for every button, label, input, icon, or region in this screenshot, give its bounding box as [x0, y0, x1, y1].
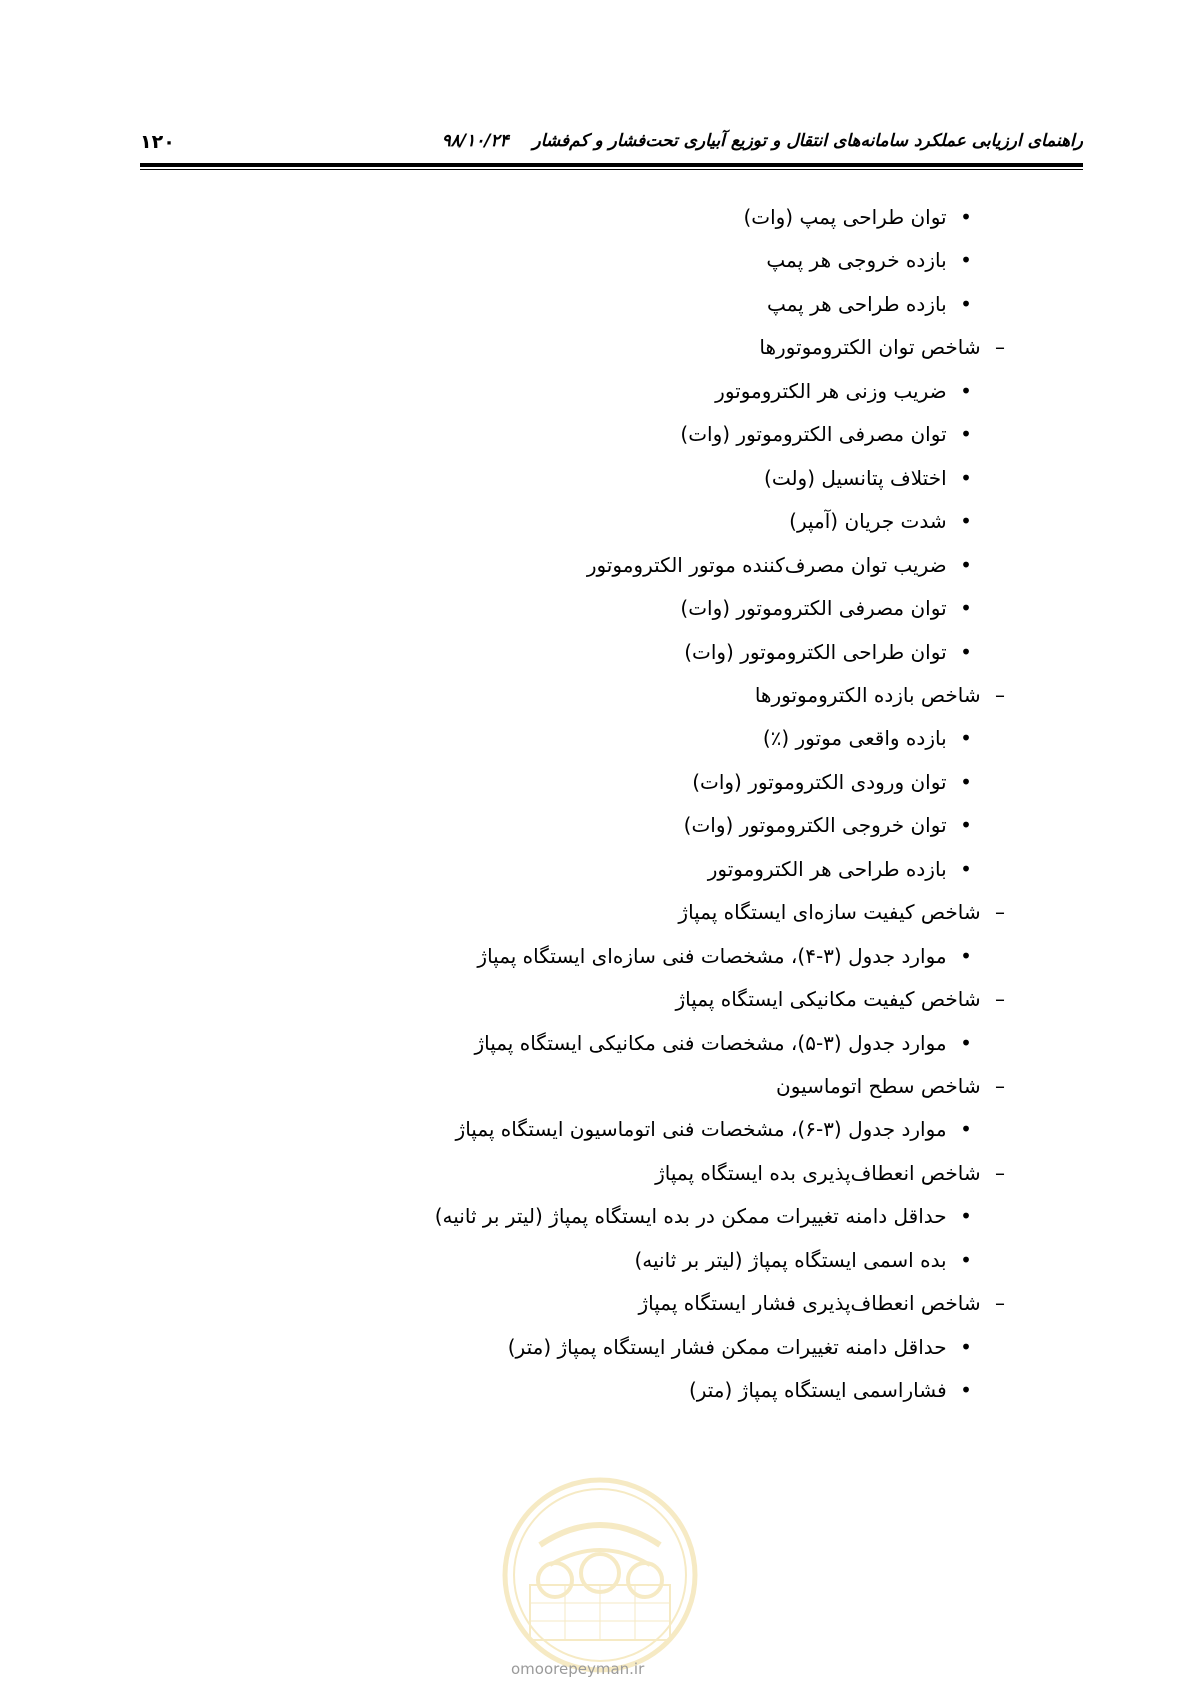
list-item-text: توان خروجی الکتروموتور (وات) [683, 813, 947, 837]
dash-marker: – [995, 1291, 1005, 1315]
bullet-marker: • [960, 422, 972, 446]
dash-list-item [638, 1289, 1013, 1317]
bullet-marker: • [960, 813, 972, 837]
list-item-text: موارد جدول (۳-۶)، مشخصات فنی اتوماسیون ایستگاه پمپاژ [455, 1117, 947, 1141]
list-item-text: موارد جدول (۳-۴)، مشخصات فنی سازه‌ای ایستگاه پمپاژ [477, 944, 947, 968]
list-item-text: شاخص سطح اتوماسیون [776, 1074, 981, 1098]
bullet-marker: • [960, 466, 972, 490]
bullet-marker: • [960, 553, 972, 577]
list-item-text: توان مصرفی الکتروموتور (وات) [680, 596, 947, 620]
bullet-marker: • [960, 379, 972, 403]
dash-list-item [755, 681, 1013, 709]
bullet-marker: • [960, 1031, 972, 1055]
bullet-list-item [456, 1115, 979, 1143]
dash-list-item [776, 1072, 1013, 1100]
dash-marker: – [995, 335, 1005, 359]
bullet-marker: • [960, 726, 972, 750]
bullet-list-item [684, 638, 979, 666]
dash-marker: – [995, 1161, 1005, 1185]
dash-marker: – [995, 683, 1005, 707]
bullet-list-item [684, 811, 979, 839]
bullet-marker: • [960, 1204, 972, 1228]
bullet-marker: • [960, 292, 972, 316]
list-item-text: بازده طراحی هر پمپ [766, 292, 947, 316]
bullet-list-item [789, 507, 979, 535]
watermark-logo [500, 1475, 700, 1675]
list-item-text: توان طراحی پمپ (وات) [743, 205, 947, 229]
bullet-list-item [708, 855, 979, 883]
bullet-marker: • [960, 205, 972, 229]
list-item-text: بده اسمی ایستگاه پمپاژ (لیتر بر ثانیه) [634, 1248, 947, 1272]
bullet-marker: • [960, 509, 972, 533]
bullet-list-item [715, 377, 979, 405]
list-item-text: شاخص انعطاف‌پذیری بده ایستگاه پمپاژ [655, 1161, 981, 1185]
list-item-text: اختلاف پتانسیل (ولت) [764, 466, 947, 490]
dash-marker: – [995, 900, 1005, 924]
bullet-marker: • [960, 770, 972, 794]
list-item-text: شاخص بازده الکتروموتورها [754, 683, 981, 707]
bullet-list-item [743, 203, 979, 231]
list-item-text: شاخص کیفیت سازه‌ای ایستگاه پمپاژ [678, 900, 981, 924]
watermark-url: omoorepeyman.ir [511, 1660, 645, 1678]
bullet-list-item [692, 768, 979, 796]
bullet-list-item [477, 942, 979, 970]
bullet-marker: • [960, 640, 972, 664]
list-item-text: توان ورودی الکتروموتور (وات) [692, 770, 947, 794]
running-header-date: ۹۸/۱۰/۲۴ [441, 131, 509, 151]
bullet-marker: • [960, 1335, 972, 1359]
running-header-title: راهنمای ارزیابی عملکرد سامانه‌های انتقال و توزیع آبیاری تحت‌فشار و کم‌فشار [532, 131, 1083, 151]
bullet-list-item [764, 464, 979, 492]
bullet-marker: • [960, 596, 972, 620]
dash-list-item [655, 1159, 1013, 1187]
list-item-text: توان طراحی الکتروموتور (وات) [684, 640, 947, 664]
list-item-text: توان مصرفی الکتروموتور (وات) [680, 422, 947, 446]
dash-list-item [675, 985, 1013, 1013]
list-item-text: ضریب توان مصرف‌کننده موتور الکتروموتور [586, 553, 947, 577]
dash-list-item [678, 898, 1013, 926]
list-item-text: شدت جریان (آمپر) [789, 509, 947, 533]
bullet-list-item [435, 1202, 979, 1230]
list-item-text: شاخص کیفیت مکانیکی ایستگاه پمپاژ [675, 987, 981, 1011]
list-item-text: حداقل دامنه تغییرات ممکن فشار ایستگاه پمپاژ (متر) [507, 1335, 947, 1359]
bullet-list-item [680, 594, 979, 622]
list-item-text: موارد جدول (۳-۵)، مشخصات فنی مکانیکی ایستگاه پمپاژ [474, 1031, 947, 1055]
bullet-list-item [587, 551, 979, 579]
bullet-list-item [508, 1333, 979, 1361]
bullet-marker: • [960, 944, 972, 968]
bullet-marker: • [960, 248, 972, 272]
list-item-text: شاخص انعطاف‌پذیری فشار ایستگاه پمپاژ [638, 1291, 981, 1315]
page-number: ۱۲۰ [140, 131, 175, 153]
bullet-list-item [767, 290, 979, 318]
dash-marker: – [995, 1074, 1005, 1098]
bullet-marker: • [960, 1117, 972, 1141]
list-item-text: فشاراسمی ایستگاه پمپاژ (متر) [688, 1378, 947, 1402]
dash-marker: – [995, 987, 1005, 1011]
bullet-list-item [689, 1376, 979, 1404]
bullet-list-item [766, 246, 979, 274]
list-item-text: شاخص توان الکتروموتورها [759, 335, 981, 359]
bullet-list-item [474, 1029, 979, 1057]
list-item-text: حداقل دامنه تغییرات ممکن در بده ایستگاه پمپاژ (لیتر بر ثانیه) [434, 1204, 947, 1228]
bullet-marker: • [960, 1248, 972, 1272]
bullet-marker: • [960, 857, 972, 881]
bullet-marker: • [960, 1378, 972, 1402]
bullet-list-item [680, 420, 979, 448]
dash-list-item [759, 333, 1013, 361]
list-item-text: بازده خروجی هر پمپ [766, 248, 947, 272]
list-item-text: بازده واقعی موتور (٪) [762, 726, 947, 750]
bullet-list-item [634, 1246, 979, 1274]
list-item-text: ضریب وزنی هر الکتروموتور [715, 379, 947, 403]
list-item-text: بازده طراحی هر الکتروموتور [707, 857, 947, 881]
bullet-list-item [763, 724, 979, 752]
